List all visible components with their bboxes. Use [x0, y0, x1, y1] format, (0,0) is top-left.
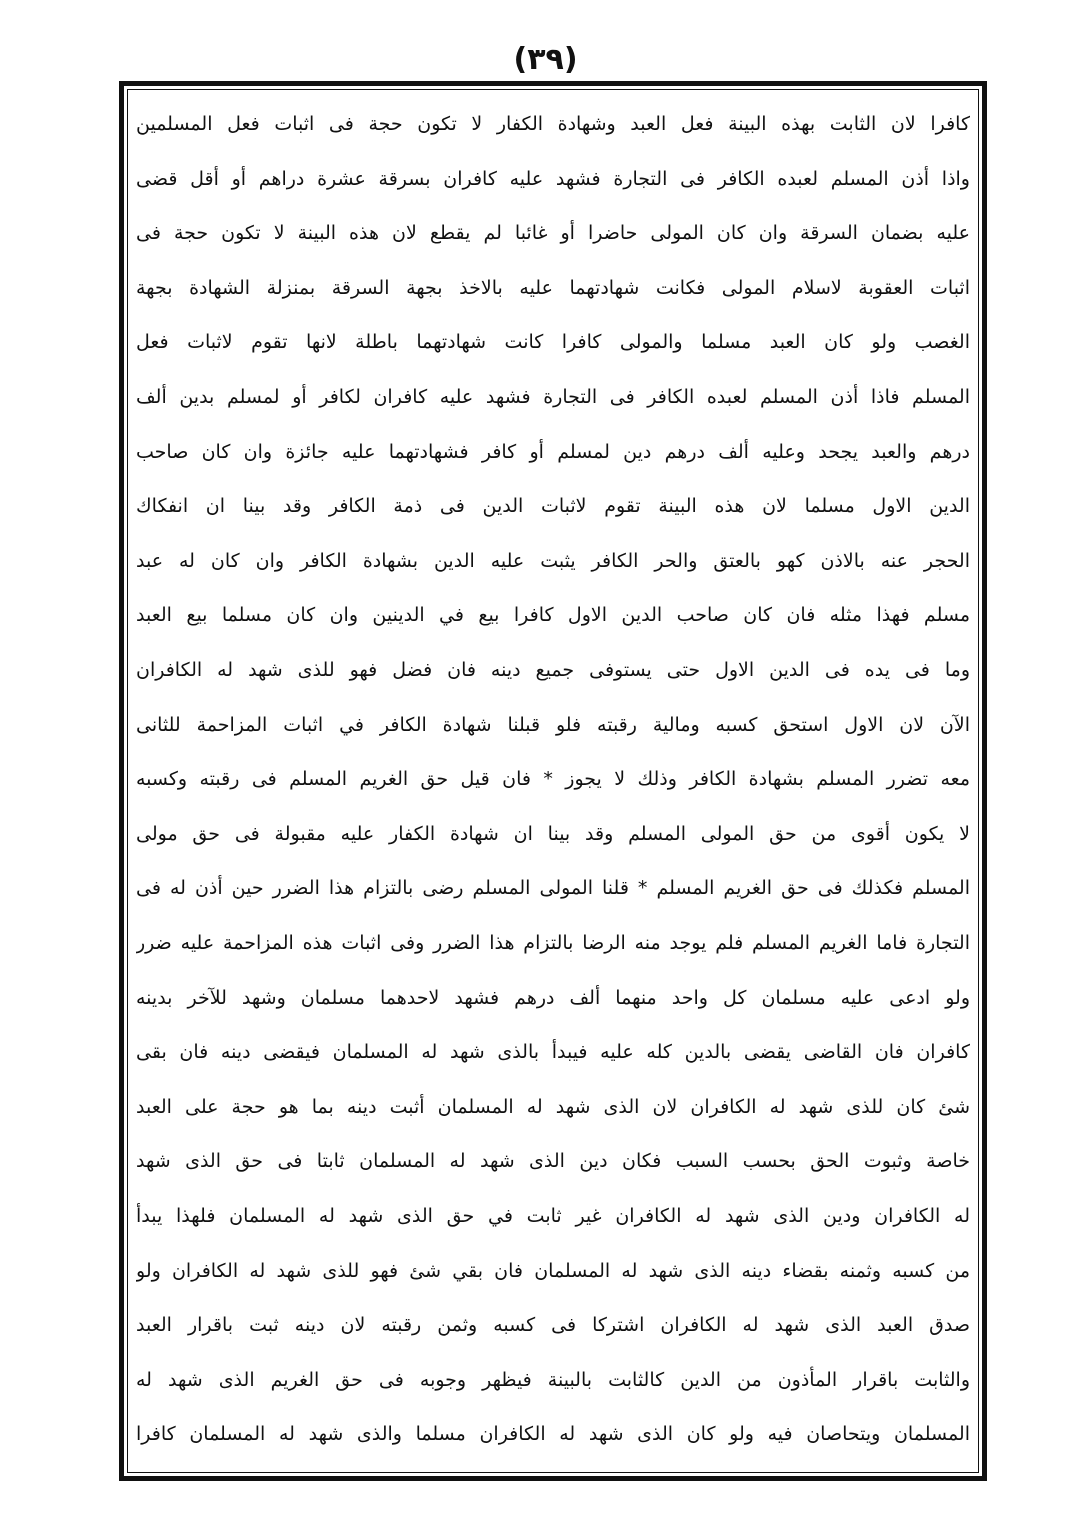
text-line: وما فى يده فى الدين الاول حتى يستوفى جميع دينه فان فضل فهو للذى شهد له الكافران: [136, 659, 970, 681]
text-line: الدين الاول مسلما لان هذه البينة تقوم لاثبات الدين فى ذمة الكافر وقد بينا ان انفكاك: [136, 495, 970, 518]
text-line: اثبات العقوبة لاسلام المولى فكانت شهادتهما عليه بالاخذ بجهة السرقة بمنزلة الشهادة بجهة: [136, 276, 970, 299]
text-line: لا يكون أقوى من حق المولى المسلم وقد بينا ان شهادة الكفار عليه مقبولة فى حق مولى: [136, 822, 970, 845]
text-line: من كسبه وثمنه بقضاء دينه الذى شهد له المسلمان فان بقي شئ فهو للذى شهد له الكافران ولو: [136, 1259, 970, 1282]
text-line: درهم والعبد يجحد وعليه ألف درهم دين لمسلم أو كافر فشهادتهما عليه جائزة وان كان صاحب: [136, 440, 970, 463]
text-line: واذا أذن المسلم لعبده الكافر فى التجارة فشهد عليه كافران بسرقة عشرة دراهم أو أقل قضى: [136, 167, 970, 190]
text-line: والثابت باقرار المأذون من الدين كالثابت بالبينة فيظهر وجوبه فى حق الغريم الذى شهد له: [136, 1368, 970, 1391]
text-line: معه تضرر المسلم بشهادة الكافر وذلك لا يجوز * فان قيل حق الغريم المسلم فى رقبته وكسبه: [136, 768, 970, 791]
text-line: المسلم فاذا أذن المسلم لعبده الكافر فى التجارة فشهد عليه كافران لكافر أو لمسلم بدين ألف: [136, 386, 970, 408]
text-line: له الكافران ودين الذى شهد له الكافران غير ثابت في حق الذى شهد له المسلمان فلهذا يبدأ: [136, 1205, 970, 1227]
text-line: مسلم فهذا مثله فان كان صاحب الدين الاول كافرا بيع في الدينين وان كان مسلما بيع العبد: [136, 604, 970, 627]
text-line: الآن لان الاول استحق كسبه ومالية رقبته فلو قبلنا شهادة الكافر في اثبات المزاحمة للثانى: [136, 713, 970, 736]
text-line: عليه بضمان السرقة وان كان المولى حاضرا أو غائبا لم يقطع لان هذه البينة لا تكون حجة فى: [136, 222, 970, 245]
text-line: المسلمان ويتحاصان فيه ولو كان الذى شهد له الكافران مسلما والذى شهد له المسلمان كافرا: [136, 1423, 970, 1446]
text-line: كافرا لان الثابت بهذه البينة فعل العبد وشهادة الكفار لا تكون حجة فى اثبات فعل المسلمين: [136, 113, 970, 135]
text-line: التجارة فاما الغريم المسلم فلم يوجد منه الرضا بالتزام هذا الضرر وفى اثبات هذه المزاحمة عليه ضرر: [136, 932, 970, 954]
text-line: شئ كان للذى شهد له الكافران لان الذى شهد له المسلمان أثبت دينه بما هو حجة على العبد: [136, 1095, 970, 1118]
text-line: خاصة وثبوت الحق بحسب السبب فكان دين الذى شهد له المسلمان ثابتا فى حق الذى شهد: [136, 1150, 970, 1173]
page-number: (٣٩): [513, 42, 578, 77]
text-line: كافران فان القاضى يقضى بالدين كله عليه فيبدأ بالذى شهد له المسلمان فيقضى دينه فان بقى: [136, 1041, 970, 1064]
text-line: صدق العبد الذى شهد له الكافران اشتركا فى كسبه وثمن رقبته لان دينه ثبت باقرار العبد: [136, 1314, 970, 1337]
text-line: الغصب ولو كان العبد مسلما والمولى كافرا كانت شهادتهما باطلة لانها تقوم لاثبات فعل: [136, 331, 970, 354]
text-line: الحجر عنه بالاذن كهو بالعتق والحر الكافر يثبت عليه الدين بشهادة الكافر وان كان له عبد: [136, 549, 970, 572]
text-block: [136, 100, 970, 1466]
text-line: ولو ادعى عليه مسلمان كل واحد منهما ألف درهم فشهد لاحدهما مسلمان وشهد للآخر بدينه: [136, 986, 970, 1009]
text-line: المسلم فكذلك فى حق الغريم المسلم * قلنا المولى المسلم رضى بالتزام هذا الضرر حين أذن له فى: [136, 877, 970, 900]
